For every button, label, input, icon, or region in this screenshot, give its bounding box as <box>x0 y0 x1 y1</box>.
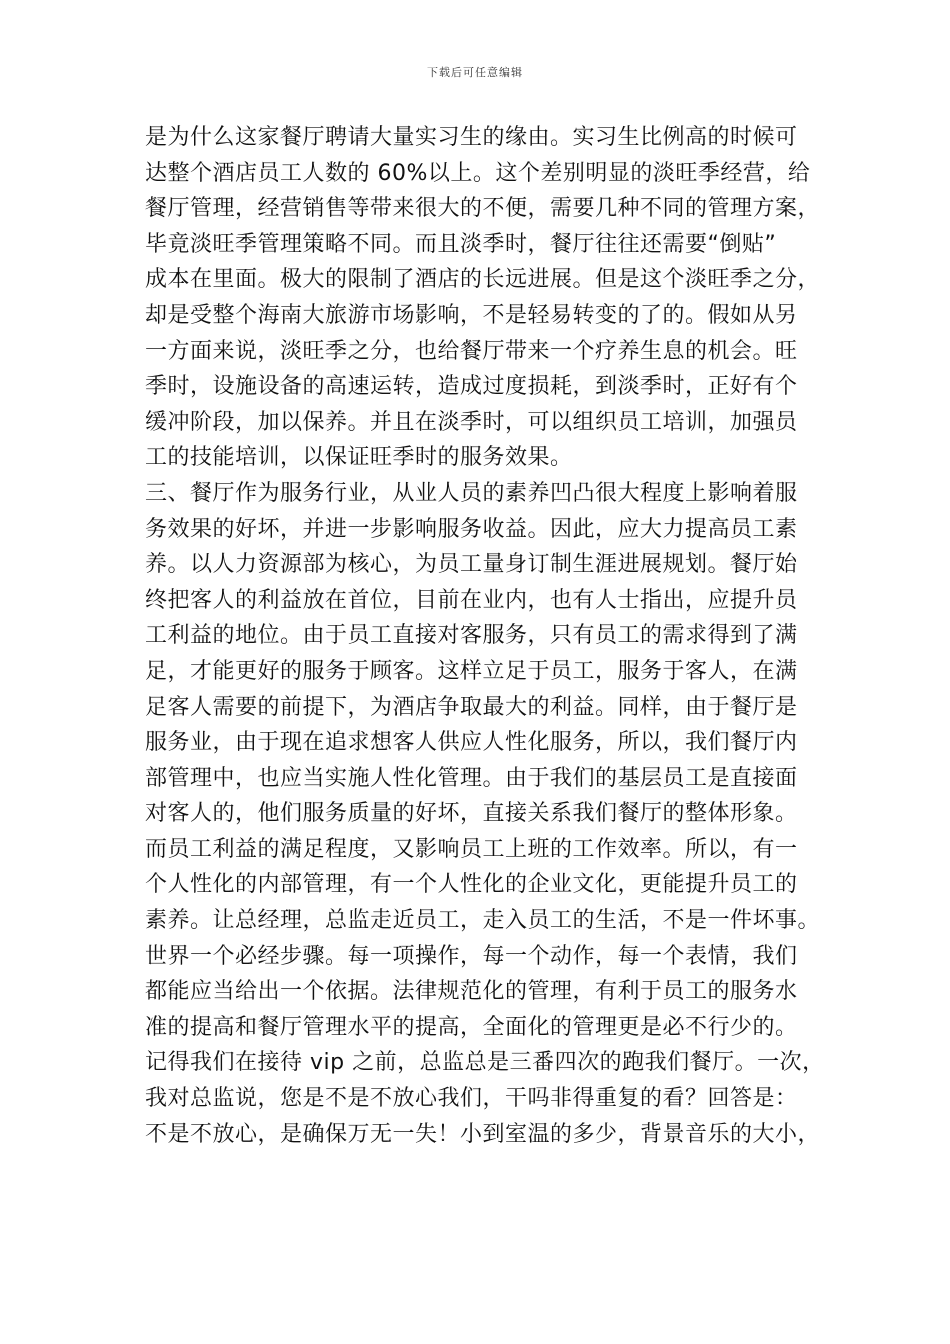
text-line: 季时，设施设备的高速运转，造成过度损耗，到淡季时，正好有个 <box>145 374 798 400</box>
text-line: 是为什么这家餐厅聘请大量实习生的缘由。实习生比例高的时候可 <box>145 125 798 150</box>
text-line: 工利益的地位。由于员工直接对客服务，只有员工的需求得到了满 <box>145 623 798 649</box>
text-line: 素养。让总经理，总监走近员工，走入员工的生活，不是一件坏事。 <box>145 908 821 934</box>
text-line: 不是不放心，是确保万无一失！小到室温的多少，背景音乐的大小， <box>145 1121 821 1147</box>
text-line: 养。以人力资源部为核心，为员工量身订制生涯进展规划。餐厅始 <box>145 552 798 578</box>
text-line: 却是受整个海南大旅游市场影响，不是轻易转变的了的。假如从另 <box>145 302 798 328</box>
text-line: 工的技能培训，以保证旺季时的服务效果。 <box>145 445 573 471</box>
text-line: 一方面来说，淡旺季之分，也给餐厅带来一个疗养生息的机会。旺 <box>145 338 798 364</box>
text-line: 毕竟淡旺季管理策略不同。而且淡季时，餐厅往往还需要“倒贴” <box>145 231 777 257</box>
text-line: 个人性化的内部管理，有一个人性化的企业文化，更能提升员工的 <box>145 872 798 898</box>
text-line: 准的提高和餐厅管理水平的提高，全面化的管理更是必不行少的。 <box>145 1014 798 1040</box>
text-line: 我对总监说，您是不是不放心我们，干吗非得重复的看？回答是： <box>145 1086 798 1112</box>
text-line: 足客人需要的前提下，为酒店争取最大的利益。同样，由于餐厅是 <box>145 694 798 720</box>
text-line: 达整个酒店员工人数的 60%以上。这个差别明显的淡旺季经营，给 <box>145 160 811 186</box>
text-line: 部管理中，也应当实施人性化管理。由于我们的基层员工是直接面 <box>145 765 798 791</box>
text-line: 足，才能更好的服务于顾客。这样立足于员工，服务于客人，在满 <box>145 658 798 684</box>
text-line: 餐厅管理，经营销售等带来很大的不便，需要几种不同的管理方案， <box>145 196 821 222</box>
text-line: 世界一个必经步骤。每一项操作，每一个动作，每一个表情，我们 <box>145 943 798 969</box>
text-line: 三、餐厅作为服务行业，从业人员的素养凹凸很大程度上影响着服 <box>145 480 798 506</box>
text-line: 而员工利益的满足程度，又影响员工上班的工作效率。所以，有一 <box>145 836 798 862</box>
text-line: 务效果的好坏，并进一步影响服务收益。因此，应大力提高员工素 <box>145 516 798 542</box>
text-line: 服务业，由于现在追求想客人供应人性化服务，所以，我们餐厅内 <box>145 730 798 756</box>
text-line: 都能应当给出一个依据。法律规范化的管理，有利于员工的服务水 <box>145 979 798 1005</box>
text-line: 成本在里面。极大的限制了酒店的长远进展。但是这个淡旺季之分， <box>145 267 821 293</box>
text-line: 终把客人的利益放在首位，目前在业内，也有人士指出，应提升员 <box>145 587 798 613</box>
text-line: 记得我们在接待 vip 之前，总监总是三番四次的跑我们餐厅。一次， <box>145 1050 825 1076</box>
page-header: 下载后可任意编辑 <box>427 66 523 79</box>
text-line: 对客人的，他们服务质量的好坏，直接关系我们餐厅的整体形象。 <box>145 801 798 827</box>
text-line: 缓冲阶段，加以保养。并且在淡季时，可以组织员工培训，加强员 <box>145 409 798 435</box>
document-body <box>145 120 825 1152</box>
